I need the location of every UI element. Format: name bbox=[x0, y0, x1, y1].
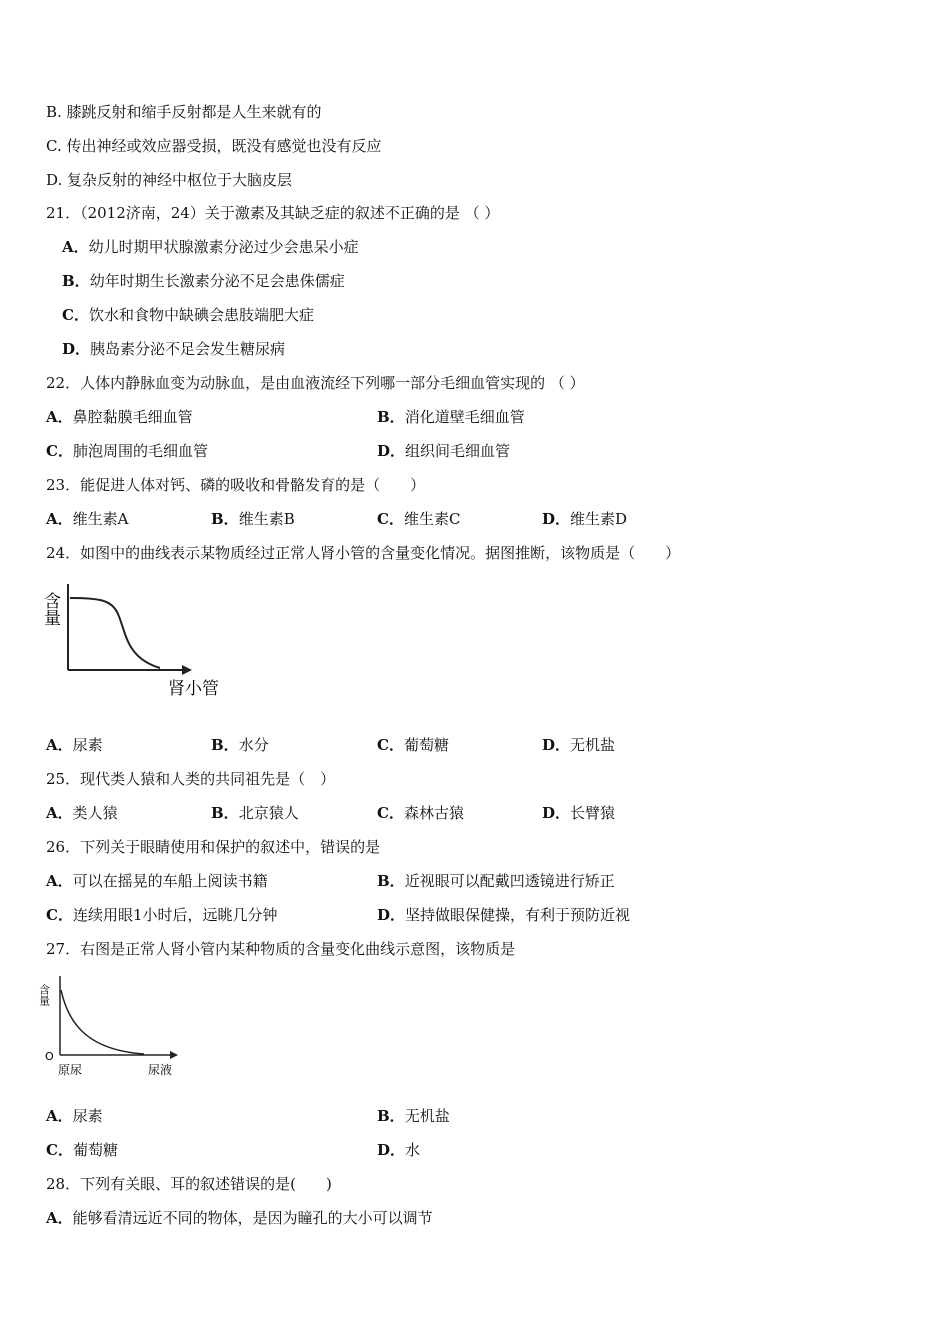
q24-x-arrow bbox=[182, 665, 192, 675]
q23-option-b: B．维生素B bbox=[211, 510, 295, 528]
q26-option-c: C．连续用眼1小时后，远眺几分钟 bbox=[46, 906, 278, 924]
q25-stem: 25．现代类人猿和人类的共同祖先是（ ） bbox=[46, 770, 336, 788]
q25-option-a: A．类人猿 bbox=[46, 804, 118, 822]
q22-option-c: C．肺泡周围的毛细血管 bbox=[46, 442, 208, 460]
q24-figure bbox=[40, 572, 240, 704]
q24-option-b: B．水分 bbox=[211, 736, 269, 754]
q26-option-d: D．坚持做眼保健操，有利于预防近视 bbox=[377, 906, 631, 924]
q25-option-d: D．长臂猿 bbox=[542, 804, 616, 822]
q23-option-c: C．维生素C bbox=[377, 510, 461, 528]
prev-option-b: B. 膝跳反射和缩手反射都是人生来就有的 bbox=[46, 103, 322, 121]
q23-option-d: D．维生素D bbox=[542, 510, 628, 528]
q22-option-b: B．消化道壁毛细血管 bbox=[377, 408, 525, 426]
q21-stem: 21．（2012济南，24）关于激素及其缺乏症的叙述不正确的是 （ ） bbox=[46, 204, 500, 222]
q24-curve bbox=[70, 598, 160, 668]
q23-stem: 23．能促进人体对钙、磷的吸收和骨骼发育的是（ ） bbox=[46, 476, 426, 494]
q27-option-b: B．无机盐 bbox=[377, 1107, 450, 1125]
q24-x-label: 肾小管 bbox=[168, 679, 219, 699]
q28-option-a: A．能够看清远近不同的物体，是因为瞳孔的大小可以调节 bbox=[46, 1209, 433, 1227]
q25-option-b: B．北京猿人 bbox=[211, 804, 299, 822]
prev-option-c: C. 传出神经或效应器受损，既没有感觉也没有反应 bbox=[46, 137, 382, 155]
q27-option-c: C．葡萄糖 bbox=[46, 1141, 118, 1159]
q27-x-end: 尿液 bbox=[148, 1063, 173, 1077]
q22-stem: 22．人体内静脉血变为动脉血，是由血液流经下列哪一部分毛细血管实现的 （ ） bbox=[46, 374, 585, 392]
q23-option-a: A．维生素A bbox=[46, 510, 129, 528]
q21-option-a: A．幼儿时期甲状腺激素分泌过少会患呆小症 bbox=[62, 238, 359, 256]
q27-y-label: 含量 bbox=[37, 984, 51, 1006]
q24-option-a: A．尿素 bbox=[46, 736, 103, 754]
q27-option-a: A．尿素 bbox=[46, 1107, 103, 1125]
q22-option-d: D．组织间毛细血管 bbox=[377, 442, 511, 460]
q21-option-c: C．饮水和食物中缺碘会患肢端肥大症 bbox=[62, 306, 314, 324]
q22-option-a: A．鼻腔黏膜毛细血管 bbox=[46, 408, 193, 426]
q24-option-d: D．无机盐 bbox=[542, 736, 616, 754]
q27-option-d: D．水 bbox=[377, 1141, 421, 1159]
q25-option-c: C．森林古猿 bbox=[377, 804, 464, 822]
q26-option-a: A．可以在摇晃的车船上阅读书籍 bbox=[46, 872, 268, 890]
q27-curve bbox=[61, 990, 144, 1054]
q28-stem: 28．下列有关眼、耳的叙述错误的是( ) bbox=[46, 1175, 332, 1193]
q21-option-b: B．幼年时期生长激素分泌不足会患侏儒症 bbox=[62, 272, 345, 290]
q27-x-start: 原尿 bbox=[58, 1063, 83, 1077]
q27-x-arrow bbox=[170, 1051, 178, 1059]
q21-option-d: D．胰岛素分泌不足会发生糖尿病 bbox=[62, 340, 286, 358]
q26-option-b: B．近视眼可以配戴凹透镜进行矫正 bbox=[377, 872, 615, 890]
q24-stem: 24．如图中的曲线表示某物质经过正常人肾小管的含量变化情况。据图推断，该物质是（ ） bbox=[46, 544, 681, 562]
q24-option-c: C．葡萄糖 bbox=[377, 736, 449, 754]
q27-figure bbox=[37, 972, 190, 1080]
prev-option-d: D. 复杂反射的神经中枢位于大脑皮层 bbox=[46, 171, 293, 189]
q26-stem: 26．下列关于眼睛使用和保护的叙述中，错误的是 bbox=[46, 838, 381, 856]
q27-stem: 27．右图是正常人肾小管内某种物质的含量变化曲线示意图，该物质是 bbox=[46, 940, 516, 958]
q27-origin: O bbox=[45, 1050, 54, 1063]
q24-y-label: 含量 bbox=[40, 592, 60, 626]
